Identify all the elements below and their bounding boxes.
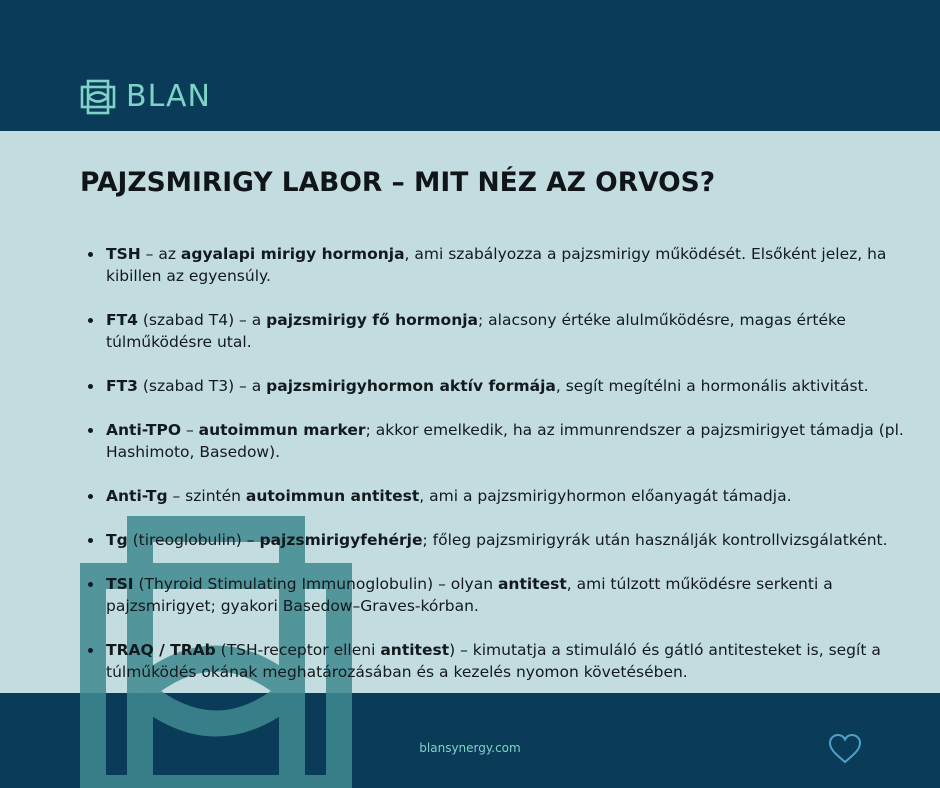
item-text: ) – kimutatja a stimuláló és gátló antitesteket is, segít a túlműködés okának meghatározásában és a kezelés nyomon követésében. (106, 641, 881, 681)
item-text: (szabad T4) – a (137, 311, 267, 329)
list-item (80, 375, 906, 397)
bold-term: pajzsmirigyfehérje (259, 531, 423, 549)
item-text: (tireoglobulin) – (127, 531, 260, 549)
footer-website: blansynergy.com (419, 741, 521, 755)
list-item (80, 485, 906, 507)
bold-term: antitest (497, 575, 567, 593)
list-item (80, 243, 906, 287)
item-text: ; főleg pajzsmirigyrák után használják kontrollvizsgálatként. (422, 531, 888, 549)
bold-term: FT3 (106, 377, 138, 395)
bold-term: agyalapi mirigy hormonja (180, 245, 405, 263)
item-text: ; alacsony értéke alulműködésre, magas értéke túlműködésre utal. (106, 311, 846, 351)
bold-term: Tg (106, 531, 128, 549)
list-item (80, 529, 906, 551)
bullet-icon (88, 428, 93, 433)
bold-term: Anti-Tg (106, 487, 168, 505)
page-title: PAJZSMIRIGY LABOR – MIT NÉZ AZ ORVOS? (80, 167, 716, 198)
item-text: – (181, 421, 199, 439)
bold-term: FT4 (106, 311, 138, 329)
item-text: , segít megítélni a hormonális aktivitást. (555, 377, 869, 395)
bullet-icon (88, 538, 93, 543)
bold-term: pajzsmirigy fő hormonja (266, 311, 479, 329)
bold-term: TSH (106, 245, 141, 263)
item-text: (szabad T3) – a (137, 377, 267, 395)
bullet-icon (88, 648, 93, 653)
bold-term: Anti-TPO (106, 421, 182, 439)
list-item (80, 639, 906, 683)
bullet-icon (88, 582, 93, 587)
bullet-icon (88, 252, 93, 257)
item-text: – az (140, 245, 181, 263)
bold-term: antitest (380, 641, 450, 659)
item-text: (TSH-receptor elleni (215, 641, 381, 659)
bullet-icon (88, 384, 93, 389)
brand-name: BLAN (126, 79, 211, 114)
blan-logo-icon (80, 79, 116, 115)
bullet-icon (88, 318, 93, 323)
item-text: , ami a pajzsmirigyhormon előanyagát támadja. (419, 487, 792, 505)
item-text: (Thyroid Stimulating Immunoglobulin) – olyan (133, 575, 498, 593)
bullet-icon (88, 494, 93, 499)
item-text: ; akkor emelkedik, ha az immunrendszer a pajzsmirigyet támadja (pl. Hashimoto, Basedow). (106, 421, 904, 461)
lab-test-list (80, 243, 906, 705)
list-item (80, 573, 906, 617)
bold-term: TRAQ / TRAb (106, 641, 216, 659)
brand-logo (80, 79, 211, 115)
list-item (80, 309, 906, 353)
heart-icon (828, 733, 862, 765)
bold-term: TSI (106, 575, 134, 593)
item-text: , ami szabályozza a pajzsmirigy működését. Elsőként jelez, ha kibillen az egyensúly. (106, 245, 887, 285)
item-text: , ami túlzott működésre serkenti a pajzsmirigyet; gyakori Basedow–Graves-kórban. (106, 575, 833, 615)
list-item (80, 419, 906, 463)
bold-term: autoimmun antitest (245, 487, 420, 505)
bold-term: pajzsmirigyhormon aktív formája (266, 377, 556, 395)
bold-term: autoimmun marker (198, 421, 366, 439)
item-text: – szintén (167, 487, 246, 505)
